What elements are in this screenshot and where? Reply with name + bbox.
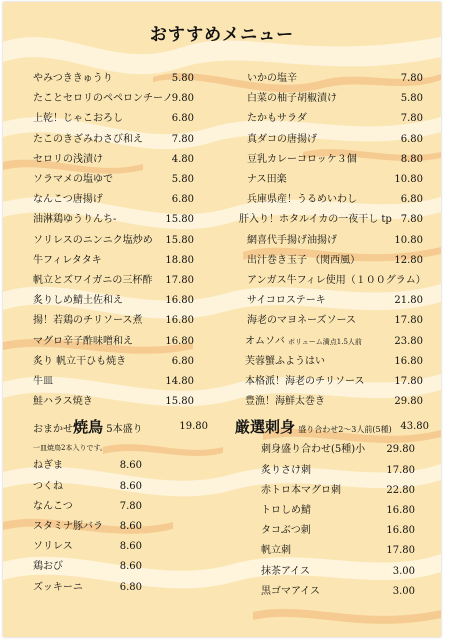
right-menu-item <box>241 333 429 351</box>
item-price: 16.80 <box>165 335 194 347</box>
item-name: サイコロステーキ <box>247 295 326 307</box>
item-name: なんこつ <box>33 500 73 512</box>
item-price: 8.60 <box>119 521 142 532</box>
item-name: 炙りさけ刺 <box>261 464 311 476</box>
item-price: 7.80 <box>400 73 423 84</box>
item-name: 牛フィレタタキ <box>33 254 102 266</box>
right-menu-item <box>241 211 429 229</box>
yakitori-price: 19.80 <box>179 421 208 433</box>
item-price: 4.80 <box>171 153 194 165</box>
item-name: 芙蓉蟹ふようはい <box>245 355 325 367</box>
item-name: ねぎま <box>33 460 63 472</box>
item-price: 29.80 <box>394 396 423 408</box>
item-name: オムソバ ボリューム満点1.5人前 <box>245 335 362 347</box>
right-menu-item <box>241 70 429 88</box>
right-menu-item <box>241 272 429 290</box>
right-menu-item <box>241 171 429 189</box>
item-name: 肝入り！ホタルイカの一夜干し tp <box>239 214 392 226</box>
item-price: 7.80 <box>119 500 142 512</box>
item-name: 兵庫県産！うるめいわし <box>247 194 357 206</box>
item-price: 9.80 <box>171 93 194 105</box>
item-price: 18.80 <box>165 254 194 266</box>
left-menu-item <box>33 292 208 310</box>
menu-page <box>3 2 441 637</box>
left-menu-item <box>33 333 208 351</box>
left-menu-item <box>33 353 208 371</box>
right-menu-item <box>241 131 429 149</box>
item-price: 6.80 <box>119 581 142 593</box>
sashimi-big-label: 厳選刺身 <box>235 418 296 437</box>
item-price: 7.80 <box>400 214 423 226</box>
left-menu-item <box>33 252 208 270</box>
item-price: 3.00 <box>392 565 415 577</box>
item-name: 揚！若鶏のチリソース煮 <box>33 315 143 327</box>
item-name: セロリの浅漬け <box>33 153 103 165</box>
item-name: 刺身盛り合わせ(5種)小 <box>261 444 366 456</box>
item-name: アンガス牛フィレ使用（１００グラム） <box>247 275 426 286</box>
item-price: 3.00 <box>392 585 415 597</box>
right-menu-item <box>241 393 429 411</box>
right-menu-item <box>241 191 429 209</box>
item-name: マグロ辛子酢味噌和え <box>33 335 133 347</box>
item-name: 炙り 帆立干ひも焼き <box>33 355 127 367</box>
yakitori-title <box>33 417 143 440</box>
item-price: 16.80 <box>386 505 415 516</box>
item-price: 17.80 <box>394 376 423 387</box>
item-name: ズッキーニ <box>33 581 83 593</box>
sashimi-menu-item <box>241 441 429 459</box>
right-menu-item <box>241 292 429 310</box>
item-price: 6.80 <box>171 355 194 367</box>
item-price: 15.80 <box>165 234 194 246</box>
item-price: 7.80 <box>171 133 194 145</box>
yakitori-menu-item <box>33 457 208 475</box>
sashimi-menu-item <box>241 563 429 581</box>
item-name: トロしめ鯖 <box>261 505 311 516</box>
sashimi-note: 2〜3人前(5種) <box>338 425 392 435</box>
item-price: 21.80 <box>394 295 423 307</box>
item-price: 16.80 <box>394 355 423 367</box>
item-name: つくね <box>33 480 63 492</box>
item-name: 網喜代手揚げ油揚げ <box>247 234 337 246</box>
item-name: タコぶつ刺 <box>261 525 311 537</box>
yakitori-menu-item <box>33 558 208 576</box>
item-price: 6.80 <box>400 133 423 145</box>
item-name: スタミナ豚バラ <box>33 521 103 532</box>
left-menu-item <box>33 151 208 169</box>
yakitori-note-text: 一皿焼鳥2本入りです。 <box>33 444 107 453</box>
sashimi-menu-item <box>241 482 429 500</box>
sashimi-menu-item <box>241 462 429 480</box>
item-price: 15.80 <box>165 396 194 408</box>
item-price: 22.80 <box>386 484 415 496</box>
sashimi-menu-item <box>241 502 429 520</box>
item-price: 5.80 <box>400 93 423 105</box>
item-name: 赤トロ本マグロ刺 <box>261 484 341 496</box>
left-menu-item <box>33 312 208 330</box>
item-price: 10.80 <box>394 174 423 185</box>
item-price: 16.80 <box>165 315 194 327</box>
item-price: 8.60 <box>119 480 142 492</box>
item-name: 鮭ハラス焼き <box>33 396 93 408</box>
item-price: 8.60 <box>119 561 142 573</box>
left-menu-item <box>33 110 208 128</box>
item-name: 上乾！じゃこおろし <box>33 113 123 125</box>
yakitori-menu-item <box>33 579 208 597</box>
item-name: ソラマメの塩ゆで <box>33 174 113 185</box>
item-price: 5.80 <box>171 174 194 185</box>
sashimi-suffix: 盛り合わせ <box>298 425 339 435</box>
item-name: ソリレスのニンニク塩炒め <box>33 234 153 246</box>
item-name: 黒ゴマアイス <box>261 585 320 597</box>
yakitori-menu-item <box>33 538 208 556</box>
item-name: 真ダコの唐揚げ <box>247 133 317 145</box>
right-menu-item <box>241 312 429 330</box>
item-name: 豆乳カレーコロッケ３個 <box>247 153 357 165</box>
sashimi-header <box>235 417 429 437</box>
item-price: 17.80 <box>394 315 423 327</box>
item-name: 鶏おび <box>33 561 63 573</box>
left-menu-item <box>33 131 208 149</box>
item-price: 6.80 <box>171 194 194 206</box>
right-menu-item <box>241 110 429 128</box>
item-price: 15.80 <box>165 214 194 226</box>
item-name: たことセロリのペペロンチーノ <box>33 93 173 105</box>
item-name: 本格派！海老のチリソース <box>245 376 365 387</box>
yakitori-menu-item <box>33 518 208 536</box>
item-price: 5.80 <box>171 73 194 84</box>
left-menu-item <box>33 191 208 209</box>
sashimi-menu-item <box>241 522 429 540</box>
left-menu-item <box>33 171 208 189</box>
item-name: たかもサラダ <box>247 113 307 125</box>
left-menu-item <box>33 373 208 391</box>
yakitori-menu-item <box>33 498 208 516</box>
right-menu-item <box>241 151 429 169</box>
item-name: 帆立とズワイガニの三杯酢 <box>33 275 153 286</box>
right-menu-item <box>241 90 429 108</box>
item-name: 油淋鶏ゆうりんち- <box>33 214 117 226</box>
item-name: 出汁巻き玉子 （関西風） <box>247 254 361 266</box>
yakitori-note <box>33 439 107 457</box>
right-menu-item <box>241 232 429 250</box>
right-menu-item <box>241 373 429 391</box>
item-price: 14.80 <box>165 376 194 387</box>
item-price: 12.80 <box>394 254 423 266</box>
item-price: 7.80 <box>400 113 423 125</box>
yakitori-prefix: おまかせ <box>33 424 73 436</box>
item-name: たこのきざみわさび和え <box>33 133 143 145</box>
item-price: 6.80 <box>400 194 423 206</box>
item-name: 白菜の柚子胡椒漬け <box>247 93 337 105</box>
item-name: 牛皿 <box>33 376 53 387</box>
item-price: 17.80 <box>386 545 415 557</box>
page-title: おすすめメニュー <box>149 25 295 45</box>
item-name: 帆立刺 <box>261 545 291 557</box>
item-name: ソリレス <box>33 541 73 553</box>
item-name: 豊漁！海鮮太巻き <box>245 396 325 408</box>
sashimi-menu-item <box>241 583 429 601</box>
left-menu-item <box>33 70 208 88</box>
item-name: なんこつ唐揚げ <box>33 194 103 206</box>
right-menu-column <box>235 70 429 630</box>
item-name: いかの塩辛 <box>247 73 297 84</box>
item-name: 炙りしめ鯖土佐和え <box>33 295 123 307</box>
item-name: ナス田楽 <box>247 174 287 185</box>
item-note: ボリューム満点1.5人前 <box>288 337 362 346</box>
left-menu-item <box>33 393 208 411</box>
item-price: 8.80 <box>400 153 423 165</box>
sashimi-price: 43.80 <box>400 421 429 433</box>
item-price: 29.80 <box>386 444 415 456</box>
item-price: 17.80 <box>165 275 194 286</box>
item-price: 23.80 <box>394 335 423 347</box>
item-price: 6.80 <box>171 113 194 125</box>
item-price: 10.80 <box>394 234 423 246</box>
yakitori-suffix: 5本盛り <box>106 424 143 436</box>
left-menu-item <box>33 90 208 108</box>
yakitori-header <box>33 417 208 437</box>
yakitori-big-label: 焼鳥 <box>73 418 104 437</box>
left-menu-item <box>33 272 208 290</box>
sashimi-title <box>235 417 392 440</box>
right-menu-item <box>241 353 429 371</box>
left-menu-item <box>33 232 208 250</box>
left-menu-item <box>33 211 208 229</box>
item-price: 8.60 <box>119 460 142 472</box>
sashimi-menu-item <box>241 542 429 560</box>
left-menu-column <box>33 70 208 630</box>
item-price: 16.80 <box>386 525 415 537</box>
item-price: 16.80 <box>165 295 194 307</box>
yakitori-menu-item <box>33 478 208 496</box>
item-price: 8.60 <box>119 541 142 553</box>
item-price: 17.80 <box>386 464 415 476</box>
item-name: 海老のマヨネーズソース <box>247 315 356 327</box>
item-name: 抹茶アイス <box>261 565 310 577</box>
right-menu-item <box>241 252 429 270</box>
item-name: やみつききゅうり <box>33 73 113 84</box>
